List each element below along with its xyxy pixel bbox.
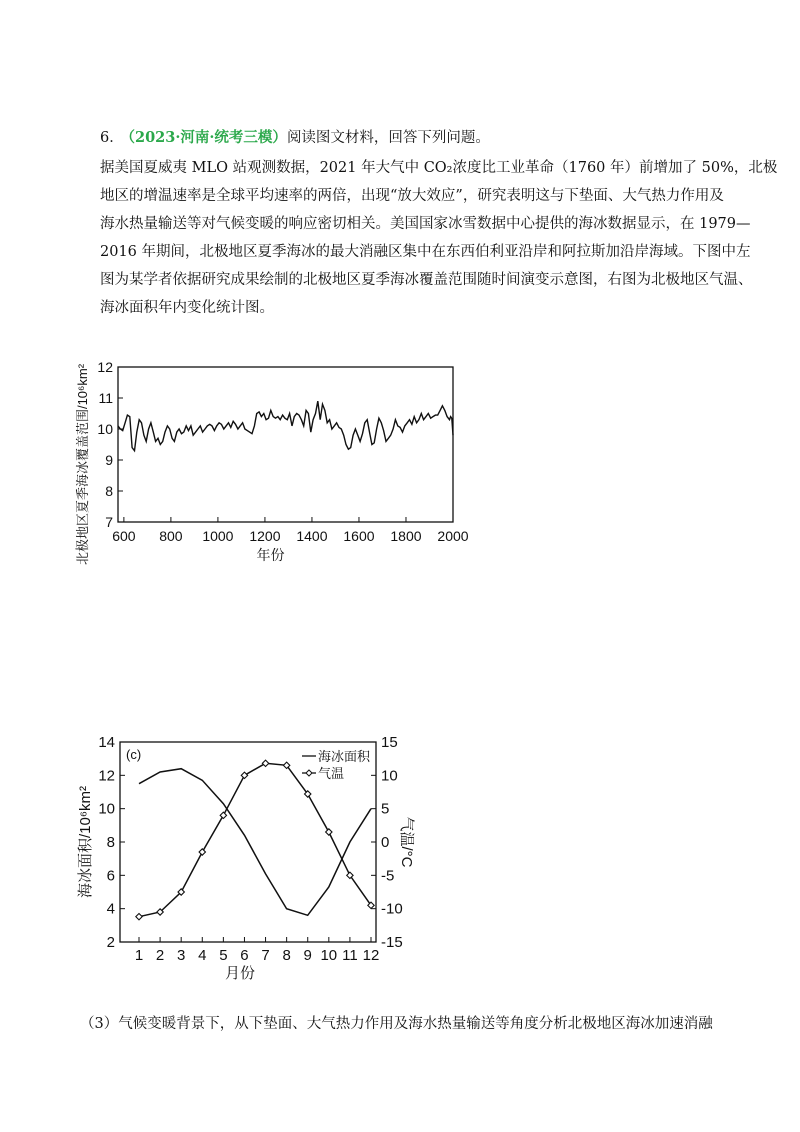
y2-tick-label: 15 — [381, 734, 398, 751]
y-tick-label: 8 — [105, 483, 113, 499]
paragraph-line: 据美国夏威夷 MLO 站观测数据，2021 年大气中 CO₂浓度比工业革命（1760 年）前增加了 50%，北极 — [100, 160, 778, 176]
paragraph-line: 图为某学者依据研究成果绘制的北极地区夏季海冰覆盖范围随时间演变示意图，右图为北极地区气温、 — [100, 272, 753, 288]
x-tick-label: 9 — [303, 947, 312, 964]
question-header — [100, 128, 800, 148]
y-tick-label: 12 — [98, 767, 115, 785]
x-tick-label: 6 — [240, 947, 249, 964]
y2-tick-label: -5 — [381, 867, 395, 885]
x-tick-label: 1 — [134, 947, 144, 964]
x-tick-label: 600 — [112, 528, 136, 544]
temperature-point — [220, 812, 226, 818]
temperature-point — [241, 772, 247, 778]
legend-label-temp: 气温 — [318, 766, 345, 781]
question-source: （2023·河南·统考三模） — [127, 129, 287, 146]
temperature-line — [139, 763, 371, 916]
y-axis-label: 海冰面积/10⁶km² — [77, 785, 94, 899]
x-tick-label: 800 — [159, 528, 183, 544]
paragraph-line: 海冰面积年内变化统计图。 — [100, 300, 274, 316]
y-tick-label: 4 — [106, 900, 115, 918]
temperature-point — [136, 913, 142, 919]
y2-tick-label: 5 — [381, 800, 390, 818]
y-tick-label: 11 — [98, 390, 113, 406]
x-tick-label: 10 — [320, 947, 338, 964]
temperature-point — [199, 849, 205, 855]
x-tick-label: 2000 — [437, 528, 469, 544]
x-tick-label: 5 — [219, 947, 228, 964]
sea-ice-history-chart — [70, 345, 470, 570]
y-tick-label: 10 — [97, 421, 113, 437]
paragraph-line: 海水热量输送等对气候变暖的响应密切相关。美国国家冰雪数据中心提供的海冰数据显示，在 1979— — [100, 216, 751, 232]
temperature-point — [326, 829, 332, 835]
y2-axis-label: 气温/°C — [398, 816, 415, 868]
y-tick-label: 7 — [105, 514, 113, 530]
x-tick-label: 11 — [342, 947, 358, 964]
x-tick-label: 3 — [177, 947, 186, 964]
y-tick-label: 10 — [98, 800, 115, 818]
ice-extent-series-line — [118, 401, 453, 451]
x-tick-label: 7 — [261, 947, 270, 964]
monthly-ice-temperature-chart — [70, 730, 415, 982]
y-tick-label: 12 — [97, 359, 113, 375]
sub-question: （3）气候变暖背景下，从下垫面、大气热力作用及海水热量输送等角度分析北极地区海冰加速消融 — [80, 1016, 713, 1032]
y-tick-label: 6 — [106, 867, 115, 885]
sea-ice-area-line — [139, 769, 371, 916]
x-tick-label: 1600 — [343, 528, 375, 544]
x-tick-label: 1400 — [296, 528, 328, 544]
paragraph-line: 2016 年期间，北极地区夏季海冰的最大消融区集中在东西伯利亚沿岸和阿拉斯加沿岸海域。下图中左 — [100, 244, 751, 260]
y-tick-label: 2 — [106, 934, 115, 951]
x-axis-label: 年份 — [256, 547, 285, 563]
x-tick-label: 12 — [362, 947, 380, 964]
plot-frame — [118, 367, 453, 522]
x-tick-label: 1800 — [390, 528, 422, 544]
question-instruction: 阅读图文材料，回答下列问题。 — [286, 130, 490, 146]
x-tick-label: 1000 — [202, 528, 234, 544]
x-tick-label: 8 — [282, 947, 291, 964]
legend-marker-temp — [306, 770, 312, 776]
panel-label: (c) — [126, 747, 142, 762]
x-tick-label: 4 — [198, 947, 207, 964]
y-tick-label: 9 — [105, 452, 113, 468]
temperature-point — [262, 760, 268, 766]
y2-tick-label: -10 — [381, 900, 403, 918]
x-tick-label: 1200 — [249, 528, 281, 544]
x-tick-label: 2 — [155, 947, 165, 964]
y-tick-label: 14 — [98, 734, 115, 751]
y-axis-label: 北极地区夏季海冰覆盖范围/10⁶km² — [75, 363, 90, 566]
legend-label-ice: 海冰面积 — [318, 749, 371, 764]
y2-tick-label: 10 — [381, 767, 398, 785]
x-axis-label: 月份 — [224, 965, 256, 982]
y2-tick-label: -15 — [381, 934, 403, 951]
question-number: 6． — [100, 130, 124, 146]
y2-tick-label: 0 — [381, 834, 390, 851]
paragraph-line: 地区的增温速率是全球平均速率的两倍，出现“放大效应”，研究表明这与下垫面、大气热力作用及 — [100, 188, 724, 204]
y-tick-label: 8 — [106, 834, 115, 851]
